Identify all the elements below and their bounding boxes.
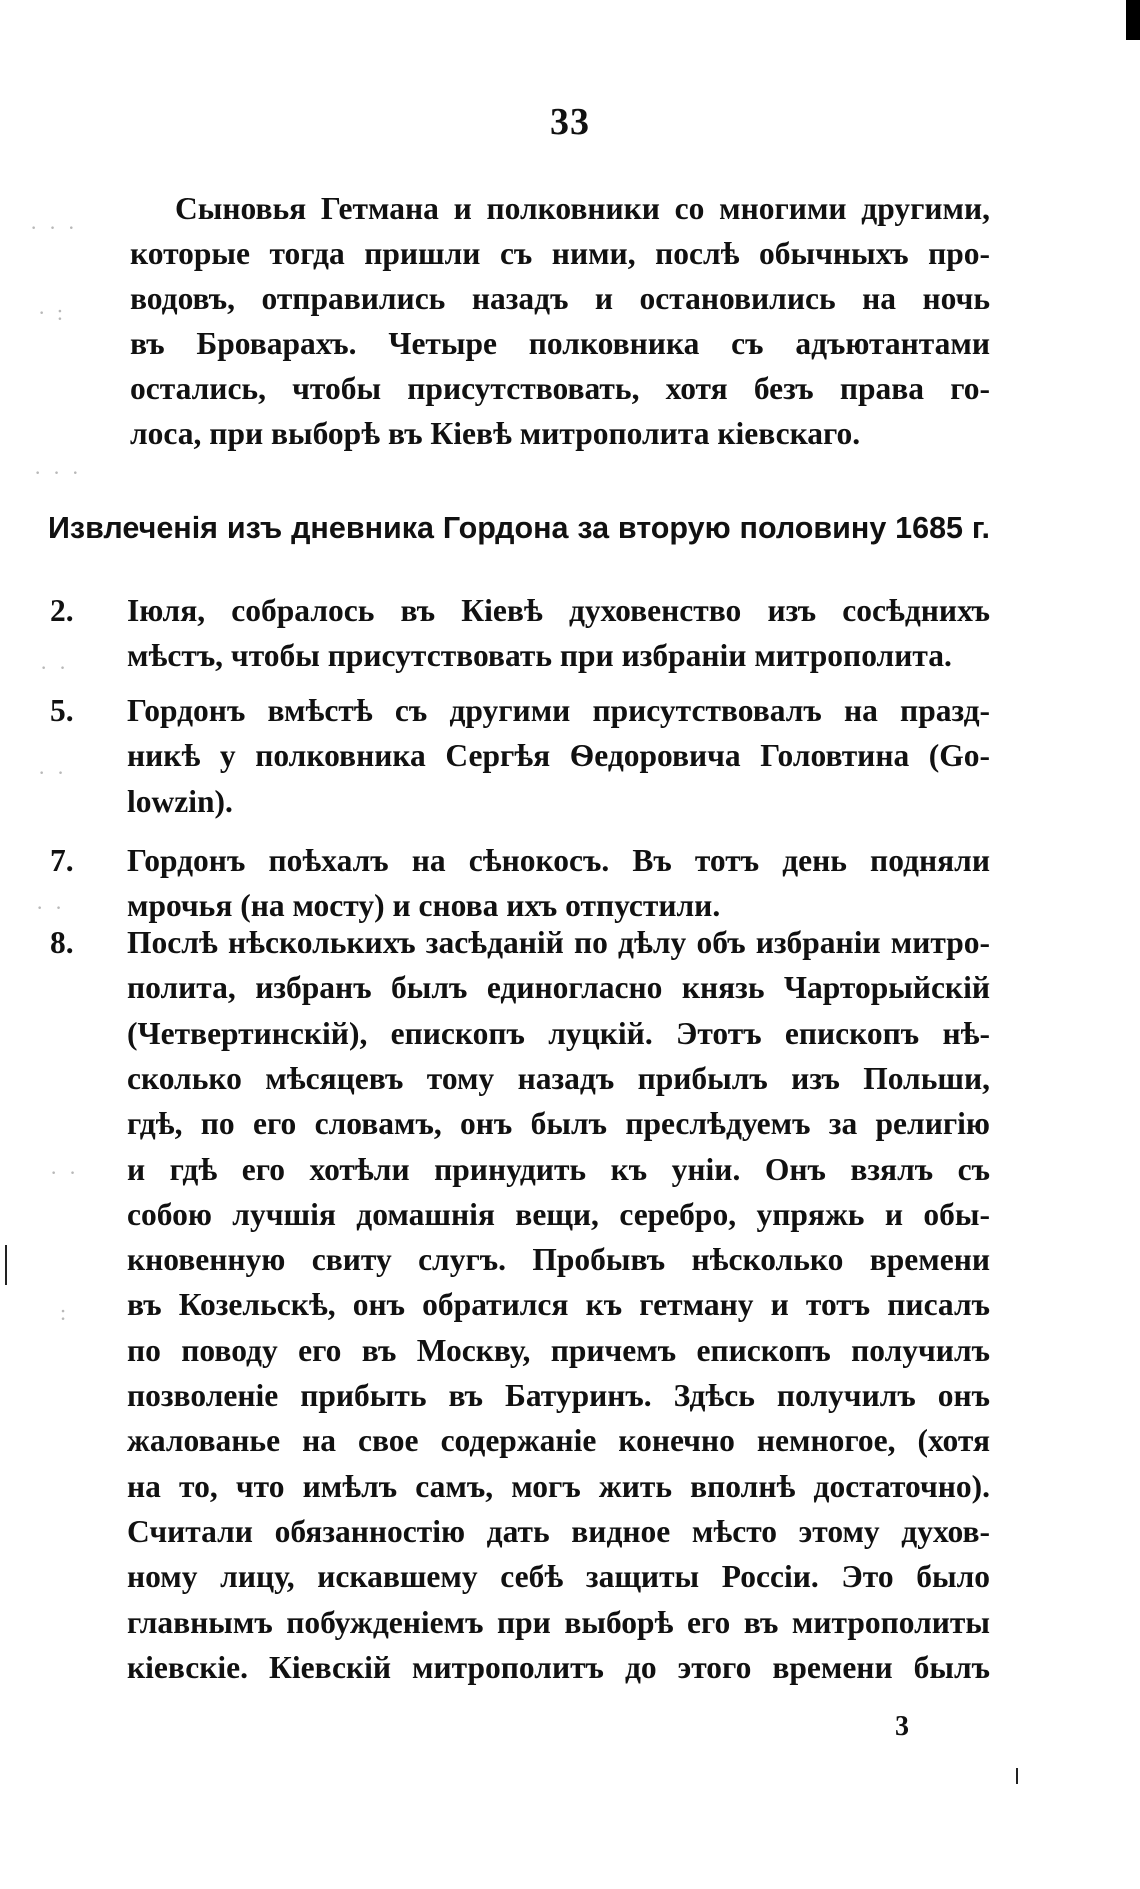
bleed-through-mark: · · — [40, 655, 70, 680]
entry-line: lowzin). — [127, 783, 233, 819]
entry-line: Іюля, собралось въ Кіевѣ духовенство изъ сосѣднихъ — [127, 593, 990, 628]
entry-line: ному лицу, искавшему себѣ защиты Россіи. Это было — [127, 1559, 990, 1595]
bleed-through-mark: · · — [36, 895, 66, 920]
entry-line: Послѣ нѣсколькихъ засѣданій по дѣлу объ избраніи митро- — [127, 925, 990, 960]
entry-line: и гдѣ его хотѣли принудить къ уніи. Онъ взялъ съ — [127, 1151, 990, 1187]
entry-line: Считали обязанностію дать видное мѣсто этому духов- — [127, 1513, 990, 1549]
entry-number: 8. — [50, 925, 74, 960]
entry-line: Гордонъ вмѣстѣ съ другими присутствовалъ на празд- — [127, 693, 990, 728]
page-number: 33 — [550, 101, 590, 143]
entry-line: въ Козельскѣ, онъ обратился къ гетману и тотъ писалъ — [127, 1287, 990, 1323]
signature-mark: 3 — [895, 1711, 909, 1742]
bleed-through-mark: · · · — [30, 215, 78, 240]
section-heading: Извлеченія изъ дневника Гордона за вторую половину 1685 г. — [48, 511, 990, 545]
intro-line: Сыновья Гетмана и полковники со многими другими, — [175, 191, 990, 226]
entry-number: 7. — [50, 843, 74, 878]
bleed-through-mark: · · — [50, 1160, 80, 1185]
scan-artifact — [1016, 1768, 1018, 1784]
entry-line: Гордонъ поѣхалъ на сѣнокосъ. Въ тотъ день подняли — [127, 843, 990, 878]
bleed-through-mark: · · · — [34, 460, 82, 485]
entry-line: мрочья (на мосту) и снова ихъ отпустили. — [127, 888, 721, 924]
intro-line: лоса, при выборѣ въ Кіевѣ митрополита кіевскаго. — [130, 416, 861, 451]
bleed-through-mark: · · — [38, 760, 68, 785]
entry-line: гдѣ, по его словамъ, онъ былъ преслѣдуемъ за религію — [127, 1106, 990, 1142]
entry-line: главнымъ побужденіемъ при выборѣ его въ митрополиты — [127, 1604, 990, 1640]
entry-line: (Четвертинскій), епископъ луцкій. Этотъ епископъ нѣ- — [127, 1015, 990, 1051]
bleed-through-mark: · : — [38, 300, 66, 325]
entry-line: позволеніе прибыть въ Батуринъ. Здѣсь получилъ онъ — [127, 1378, 990, 1413]
entry-line: кновенную свиту слугъ. Пробывъ нѣсколько времени — [127, 1242, 990, 1278]
entry-line: мѣстъ, чтобы присутствовать при избраніи митрополита. — [127, 638, 952, 674]
intro-line: которые тогда пришли съ ними, послѣ обычныхъ про- — [130, 236, 990, 271]
bleed-through-mark: : — [60, 1300, 70, 1325]
intro-line: въ Броварахъ. Четыре полковника съ адъютантами — [130, 326, 990, 361]
entry-line: полита, избранъ былъ единогласно князь Чарторыйскій — [127, 970, 990, 1006]
scan-artifact — [5, 1245, 7, 1285]
entry-line: сколько мѣсяцевъ тому назадъ прибылъ изъ Польши, — [127, 1060, 990, 1096]
intro-line: остались, чтобы присутствовать, хотя безъ права го- — [130, 371, 990, 406]
entry-number: 2. — [50, 593, 74, 628]
entry-line: на то, что имѣлъ самъ, могъ жить вполнѣ достаточно). — [127, 1468, 990, 1504]
entry-line: кіевскіе. Кіевскій митрополитъ до этого времени былъ — [127, 1649, 990, 1685]
entry-line: по поводу его въ Москву, причемъ епископъ получилъ — [127, 1332, 990, 1368]
page-edge-shadow — [1126, 0, 1140, 40]
entry-line: никѣ у полковника Сергѣя Ѳедоровича Головтина (Go- — [127, 738, 990, 774]
entry-number: 5. — [50, 693, 74, 728]
intro-line: водовъ, отправились назадъ и остановились на ночь — [130, 281, 990, 316]
entry-line: собою лучшія домашнія вещи, серебро, упряжь и обы- — [127, 1196, 990, 1232]
entry-line: жалованье на свое содержаніе конечно немногое, (хотя — [127, 1423, 990, 1459]
